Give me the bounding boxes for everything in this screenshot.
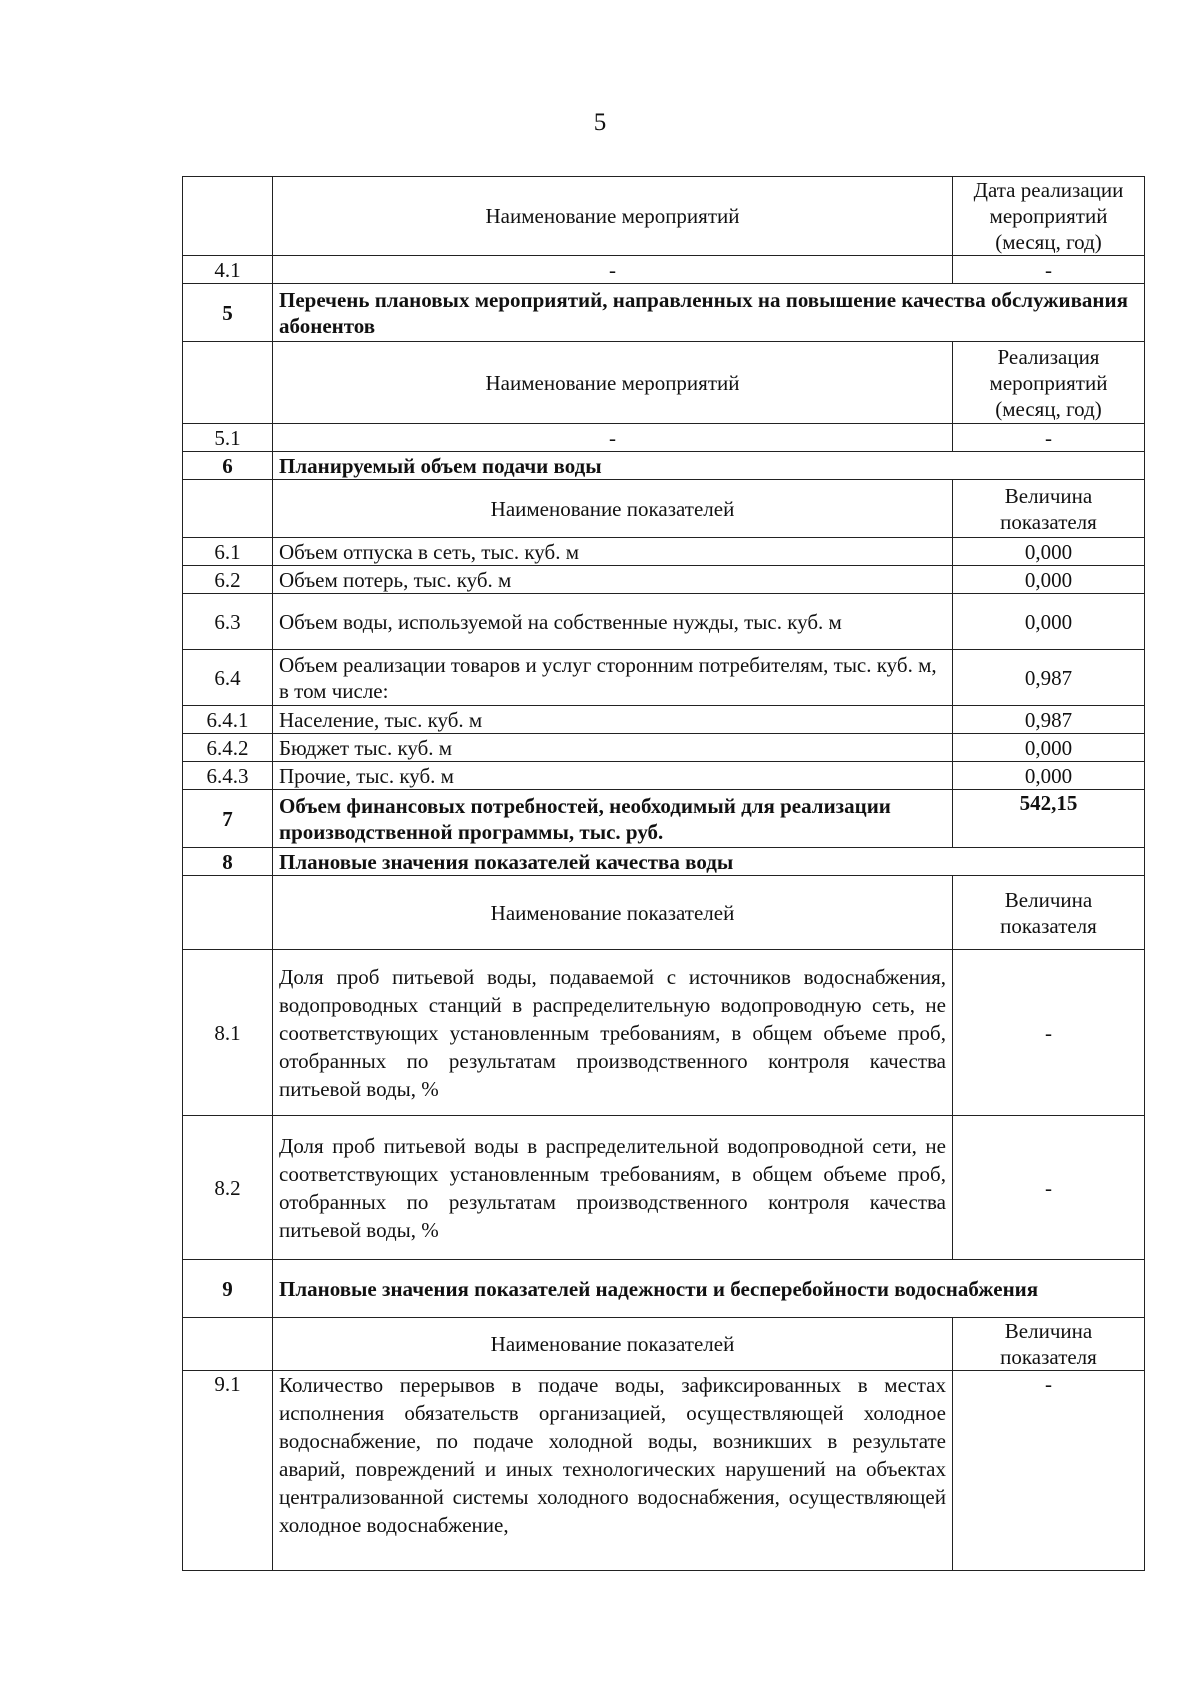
row-number: 6.4.1 — [183, 706, 273, 734]
row-name: Доля проб питьевой воды в распределительной водопроводной сети, не соответствующих установленным требованиям, в общем объеме проб, отобранных по результатам производственного контроля качества питьевой воды, % — [273, 1116, 953, 1260]
section-row — [183, 790, 1145, 848]
header-num-cell — [183, 177, 273, 256]
row-number: 6.4.3 — [183, 762, 273, 790]
section-row — [183, 848, 1145, 876]
section-title: Планируемый объем подачи воды — [273, 452, 1145, 480]
table-header-row — [183, 342, 1145, 424]
section-number: 8 — [183, 848, 273, 876]
table-row — [183, 650, 1145, 706]
production-program-table — [182, 176, 1145, 1571]
section-row — [183, 452, 1145, 480]
row-number: 6.4 — [183, 650, 273, 706]
header-num-cell — [183, 1318, 273, 1371]
row-name: Объем реализации товаров и услуг сторонним потребителям, тыс. куб. м, в том числе: — [273, 650, 953, 706]
section-value: 542,15 — [953, 790, 1145, 848]
table-row — [183, 734, 1145, 762]
table-row — [183, 950, 1145, 1116]
header-name-cell: Наименование показателей — [273, 480, 953, 538]
row-number: 9.1 — [183, 1371, 273, 1571]
row-number: 6.1 — [183, 538, 273, 566]
header-name-cell: Наименование мероприятий — [273, 342, 953, 424]
header-date-cell: Дата реализации мероприятий (месяц, год) — [953, 177, 1145, 256]
table-row — [183, 762, 1145, 790]
row-number: 6.4.2 — [183, 734, 273, 762]
section-number: 9 — [183, 1260, 273, 1318]
row-value: - — [953, 950, 1145, 1116]
row-name: Доля проб питьевой воды, подаваемой с источников водоснабжения, водопроводных станций в распределительную водопроводную сеть, не соответствующих установленным требованиям, в общем объеме проб, отобранных по результатам производственного контроля качества питьевой воды, % — [273, 950, 953, 1116]
header-num-cell — [183, 480, 273, 538]
row-value: - — [953, 424, 1145, 452]
header-value-cell: Величина показателя — [953, 1318, 1145, 1371]
table-row — [183, 424, 1145, 452]
table-row — [183, 566, 1145, 594]
row-name: - — [273, 256, 953, 284]
row-name: Объем воды, используемой на собственные нужды, тыс. куб. м — [273, 594, 953, 650]
section-number: 7 — [183, 790, 273, 848]
row-number: 6.2 — [183, 566, 273, 594]
row-value: 0,987 — [953, 650, 1145, 706]
table-row — [183, 706, 1145, 734]
row-value: 0,987 — [953, 706, 1145, 734]
header-value-cell: Величина показателя — [953, 876, 1145, 950]
row-name: Количество перерывов в подаче воды, зафиксированных в местах исполнения обязательств организацией, осуществляющей холодное водоснабжение, по подаче холодной воды, возникших в результате аварий, повреждений и иных технологических нарушений на объектах централизованной системы холодного водоснабжения, осуществляющей холодное водоснабжение, — [273, 1371, 953, 1571]
row-number: 5.1 — [183, 424, 273, 452]
header-name-cell: Наименование показателей — [273, 1318, 953, 1371]
row-number: 8.2 — [183, 1116, 273, 1260]
table-row — [183, 256, 1145, 284]
row-name: Бюджет тыс. куб. м — [273, 734, 953, 762]
table-row — [183, 1371, 1145, 1571]
row-value: - — [953, 1116, 1145, 1260]
table-header-row — [183, 177, 1145, 256]
header-name-cell: Наименование мероприятий — [273, 177, 953, 256]
row-name: Объем потерь, тыс. куб. м — [273, 566, 953, 594]
header-date-cell: Реализация мероприятий (месяц, год) — [953, 342, 1145, 424]
row-number: 8.1 — [183, 950, 273, 1116]
section-title: Перечень плановых мероприятий, направленных на повышение качества обслуживания абонентов — [273, 284, 1145, 342]
section-title: Объем финансовых потребностей, необходимый для реализации производственной программы, тыс. руб. — [273, 790, 953, 848]
header-num-cell — [183, 342, 273, 424]
section-row — [183, 1260, 1145, 1318]
row-value: 0,000 — [953, 594, 1145, 650]
section-number: 6 — [183, 452, 273, 480]
table-row — [183, 594, 1145, 650]
section-number: 5 — [183, 284, 273, 342]
row-value: 0,000 — [953, 566, 1145, 594]
header-value-cell: Величина показателя — [953, 480, 1145, 538]
section-row — [183, 284, 1145, 342]
row-value: - — [953, 1371, 1145, 1571]
row-name: - — [273, 424, 953, 452]
header-name-cell: Наименование показателей — [273, 876, 953, 950]
row-number: 4.1 — [183, 256, 273, 284]
row-value: - — [953, 256, 1145, 284]
table-row — [183, 538, 1145, 566]
row-value: 0,000 — [953, 538, 1145, 566]
row-name: Прочие, тыс. куб. м — [273, 762, 953, 790]
row-name: Объем отпуска в сеть, тыс. куб. м — [273, 538, 953, 566]
section-title: Плановые значения показателей качества воды — [273, 848, 1145, 876]
row-value: 0,000 — [953, 734, 1145, 762]
section-title: Плановые значения показателей надежности и бесперебойности водоснабжения — [273, 1260, 1145, 1318]
table-header-row — [183, 876, 1145, 950]
page-number: 5 — [593, 109, 607, 136]
table-header-row — [183, 480, 1145, 538]
table-row — [183, 1116, 1145, 1260]
table-header-row — [183, 1318, 1145, 1371]
row-value: 0,000 — [953, 762, 1145, 790]
row-name: Население, тыс. куб. м — [273, 706, 953, 734]
row-number: 6.3 — [183, 594, 273, 650]
header-num-cell — [183, 876, 273, 950]
